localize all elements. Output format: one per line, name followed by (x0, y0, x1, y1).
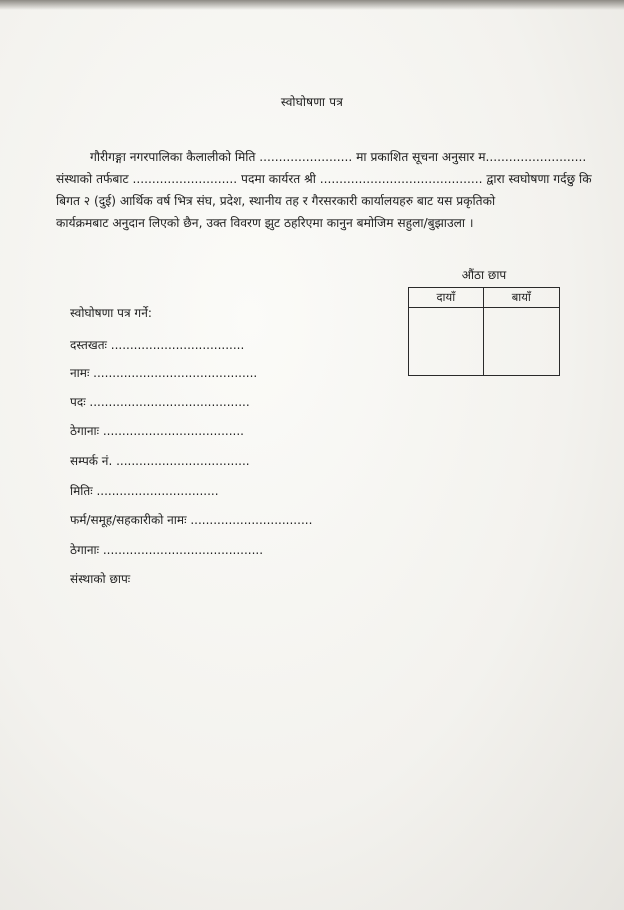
position-field: पदः .......................................... (70, 395, 250, 409)
thumbprint-title: औंठा छाप (461, 268, 507, 282)
org-stamp-field: संस्थाको छापः (70, 572, 131, 586)
thumbprint-right-box (409, 308, 484, 376)
paragraph-line-2: संस्थाको तर्फबाट ........................... पदमा कार्यरत श्री .......................................... द्वारा स्वघोषणा गर्दछु कि (56, 172, 592, 186)
firm-address-field: ठेगानाः .......................................... (70, 543, 264, 557)
paragraph-line-3: बिगत २ (दुई) आर्थिक वर्ष भित्र संघ, प्रदेश, स्थानीय तह र गैरसरकारी कार्यालयहरु बाट यस प्रकृतिको (56, 194, 496, 208)
thumbprint-right-header: दायाँ (409, 288, 484, 308)
thumbprint-left-box (483, 308, 559, 376)
firm-name-field: फर्म/समूह/सहकारीको नामः ................................ (70, 513, 313, 527)
thumbprint-left-header: बायाँ (483, 288, 559, 308)
document-title: स्वोघोषणा पत्र (280, 95, 344, 109)
signature-field: दस्तखतः ................................... (70, 338, 245, 352)
date-field: मितिः ................................ (70, 484, 219, 498)
declarant-heading: स्वोघोषणा पत्र गर्ने: (70, 306, 152, 320)
paragraph-line-4: कार्यक्रमबाट अनुदान लिएको छैन, उक्त विवरण झुट ठहरिएमा कानुन बमोजिम सहुला/बुझाउला । (56, 216, 474, 230)
address-field: ठेगानाः ..................................... (70, 424, 244, 438)
contact-field: सम्पर्क नं. ................................... (70, 454, 250, 468)
thumbprint-table (408, 287, 560, 376)
name-field: नामः ........................................... (70, 366, 258, 380)
paragraph-line-1: गौरीगङ्गा नगरपालिका कैलालीको मिति ........................ मा प्रकाशित सूचना अनुसार म.......................... (90, 150, 587, 164)
page-edge-shadow (0, 0, 624, 10)
